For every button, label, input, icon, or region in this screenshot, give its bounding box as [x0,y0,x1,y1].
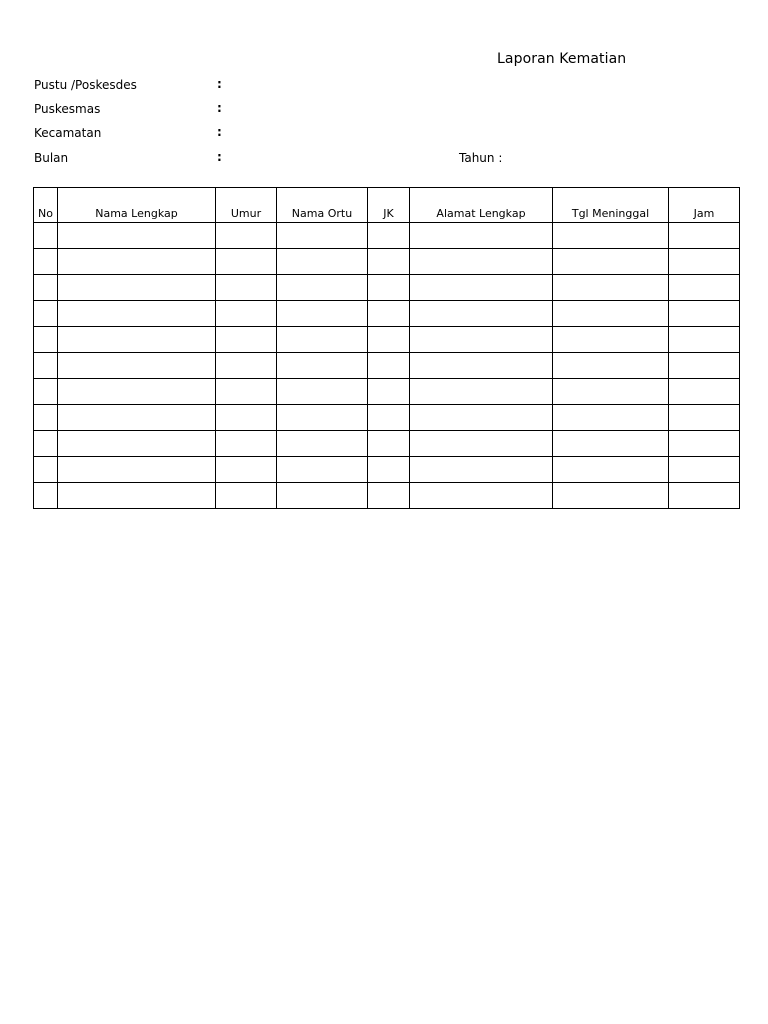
table-cell-tgl-meninggal [553,483,669,509]
table-cell-umur [216,327,277,353]
table-cell-nama-ortu [277,249,368,275]
table-cell-tgl-meninggal [553,223,669,249]
table-cell-alamat-lengkap [410,275,553,301]
table-cell-tgl-meninggal [553,327,669,353]
table-cell-umur [216,431,277,457]
table-cell-jk [368,457,410,483]
table-cell-jk [368,405,410,431]
table-cell-no [34,223,58,249]
table-cell-jk [368,431,410,457]
table-cell-no [34,327,58,353]
table-cell-no [34,353,58,379]
table-cell-nama-ortu [277,379,368,405]
table-cell-nama-ortu [277,405,368,431]
field-colon-puskesmas: : [217,101,222,115]
field-colon-pustu-poskesdes: : [217,77,222,91]
table-cell-nama-lengkap [58,405,216,431]
column-header-nama-ortu: Nama Ortu [277,188,368,223]
table-header-row [34,188,740,223]
table-cell-jk [368,353,410,379]
field-label-kecamatan: Kecamatan [34,126,102,140]
table-cell-tgl-meninggal [553,405,669,431]
table-cell-umur [216,249,277,275]
table-cell-tgl-meninggal [553,379,669,405]
page-title: Laporan Kematian [497,51,627,67]
table-cell-jam [669,249,740,275]
column-header-tgl-meninggal: Tgl Meninggal [553,188,669,223]
table-cell-nama-lengkap [58,301,216,327]
table-row [34,223,740,249]
table-cell-jk [368,483,410,509]
table-cell-nama-ortu [277,483,368,509]
table-cell-alamat-lengkap [410,249,553,275]
table-cell-jk [368,327,410,353]
table-cell-nama-lengkap [58,353,216,379]
table-cell-no [34,483,58,509]
table-cell-umur [216,405,277,431]
table-cell-nama-lengkap [58,379,216,405]
table-cell-alamat-lengkap [410,457,553,483]
table-cell-no [34,301,58,327]
table-cell-nama-ortu [277,275,368,301]
table-cell-alamat-lengkap [410,301,553,327]
table-cell-no [34,405,58,431]
table-cell-nama-ortu [277,301,368,327]
table-row [34,379,740,405]
table-cell-umur [216,223,277,249]
table-cell-jk [368,275,410,301]
table-cell-tgl-meninggal [553,431,669,457]
table-cell-nama-ortu [277,327,368,353]
table-cell-jam [669,327,740,353]
table-cell-umur [216,483,277,509]
table-cell-jk [368,249,410,275]
table-cell-tgl-meninggal [553,249,669,275]
table-cell-jam [669,379,740,405]
table-cell-alamat-lengkap [410,379,553,405]
table-cell-nama-lengkap [58,327,216,353]
table-cell-nama-ortu [277,431,368,457]
table-cell-jk [368,301,410,327]
table-body [34,223,740,509]
table-cell-jam [669,275,740,301]
table-cell-jk [368,223,410,249]
table-cell-no [34,379,58,405]
table-cell-alamat-lengkap [410,353,553,379]
table-cell-tgl-meninggal [553,275,669,301]
column-header-nama-lengkap: Nama Lengkap [58,188,216,223]
table-cell-alamat-lengkap [410,327,553,353]
field-colon-bulan: : [217,150,222,164]
column-header-alamat-lengkap: Alamat Lengkap [410,188,553,223]
table-cell-alamat-lengkap [410,431,553,457]
table-cell-nama-lengkap [58,483,216,509]
column-header-jk: JK [368,188,410,223]
field-label-pustu-poskesdes: Pustu /Poskesdes [34,78,137,92]
table-cell-umur [216,457,277,483]
table-cell-jam [669,353,740,379]
table-cell-nama-lengkap [58,249,216,275]
death-report-table [33,187,740,509]
table-row [34,327,740,353]
table-cell-nama-ortu [277,457,368,483]
table-row [34,457,740,483]
table-cell-jam [669,223,740,249]
table-cell-jam [669,457,740,483]
table-cell-jam [669,301,740,327]
table-cell-nama-ortu [277,223,368,249]
table-row [34,405,740,431]
table-cell-umur [216,379,277,405]
table-cell-no [34,431,58,457]
table-cell-no [34,275,58,301]
table-cell-tgl-meninggal [553,457,669,483]
field-label-puskesmas: Puskesmas [34,102,101,116]
table-cell-jam [669,405,740,431]
table-cell-alamat-lengkap [410,405,553,431]
table-cell-tgl-meninggal [553,353,669,379]
table-cell-jam [669,431,740,457]
column-header-no: No [34,188,58,223]
column-header-umur: Umur [216,188,277,223]
table-cell-nama-lengkap [58,431,216,457]
table-cell-nama-lengkap [58,457,216,483]
field-colon-kecamatan: : [217,125,222,139]
table-cell-nama-ortu [277,353,368,379]
table-cell-alamat-lengkap [410,483,553,509]
table-row [34,301,740,327]
table-row [34,483,740,509]
table-cell-jk [368,379,410,405]
table-cell-jam [669,483,740,509]
table-cell-nama-lengkap [58,275,216,301]
field-label-bulan: Bulan [34,151,69,165]
field-label-tahun: Tahun : [459,151,503,165]
table-cell-umur [216,353,277,379]
table-cell-nama-lengkap [58,223,216,249]
table-cell-umur [216,275,277,301]
table-cell-no [34,457,58,483]
table-cell-alamat-lengkap [410,223,553,249]
table-row [34,431,740,457]
table-row [34,353,740,379]
table-cell-no [34,249,58,275]
table-row [34,249,740,275]
table-cell-tgl-meninggal [553,301,669,327]
table-row [34,275,740,301]
column-header-jam: Jam [669,188,740,223]
table-cell-umur [216,301,277,327]
